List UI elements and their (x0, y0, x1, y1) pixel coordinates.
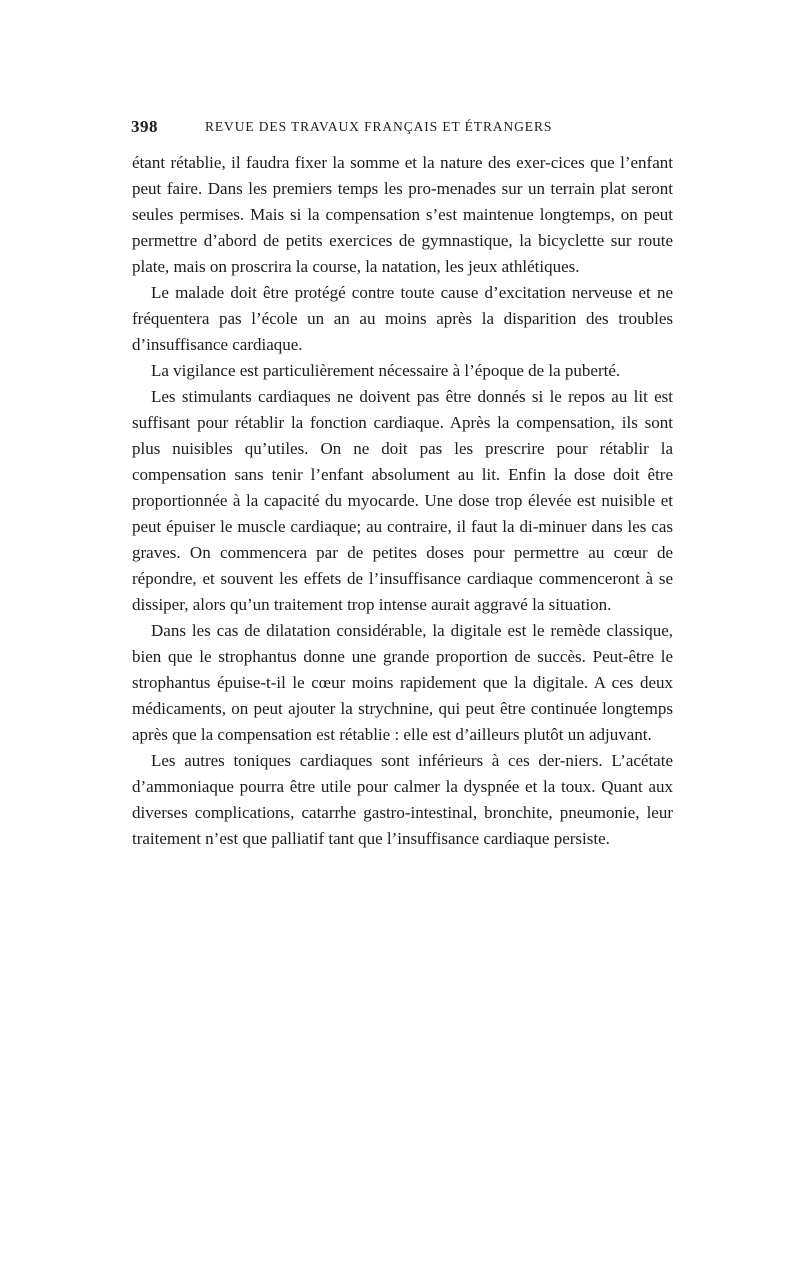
paragraph-5: Dans les cas de dilatation considérable, la digitale est le remède classique, bien que le strophantus donne une grande proportion de succès. Peut-être le strophantus épuise-t-il le cœur moins rapidement que la digitale. A ces deux médicaments, on peut ajouter la strychnine, qui peut être continuée longtemps après que la compensation est rétablie : elle est d’ailleurs plutôt un adjuvant. (132, 621, 673, 744)
paragraph-3: La vigilance est particulièrement nécessaire à l’époque de la puberté. (151, 361, 621, 380)
paragraph-1: étant rétablie, il faudra fixer la somme et la nature des exer-cices que l’enfant peut faire. Dans les premiers temps les pro-menades sur un terrain plat seront seules permises. Mais si la compensation s’est maintenue longtemps, on peut permettre d’abord de petits exercices de gymnastique, la bicyclette sur route plate, mais on proscrira la course, la natation, les jeux athlétiques. (132, 153, 673, 276)
paragraph-6: Les autres toniques cardiaques sont inférieurs à ces der-niers. L’acétate d’ammoniaque pourra être utile pour calmer la dyspnée et la toux. Quant aux diverses complications, catarrhe gastro-intestinal, bronchite, pneumonie, leur traitement n’est que palliatif tant que l’insuffisance cardiaque persiste. (132, 751, 673, 848)
paragraph-2: Le malade doit être protégé contre toute cause d’excitation nerveuse et ne fréquentera pas l’école un an au moins après la disparition des troubles d’insuffisance cardiaque. (132, 283, 673, 354)
body-text (132, 150, 673, 852)
page-number: 398 (131, 117, 158, 136)
journal-title: REVUE DES TRAVAUX FRANÇAIS ET ÉTRANGERS (205, 119, 553, 134)
running-head (131, 117, 671, 137)
paragraph-4: Les stimulants cardiaques ne doivent pas être donnés si le repos au lit est suffisant pour rétablir la fonction cardiaque. Après la compensation, ils sont plus nuisibles qu’utiles. On ne doit pas les prescrire pour rétablir la compensation sans tenir l’enfant absolument au lit. Enfin la dose doit être proportionnée à la capacité du myocarde. Une dose trop élevée est nuisible et peut épuiser le muscle cardiaque; au contraire, il faut la di-minuer dans les cas graves. On commencera par de petites doses pour permettre au cœur de répondre, et souvent les effets de l’insuffisance cardiaque commenceront à se dissiper, alors qu’un traitement trop intense aurait aggravé la situation. (132, 387, 673, 614)
